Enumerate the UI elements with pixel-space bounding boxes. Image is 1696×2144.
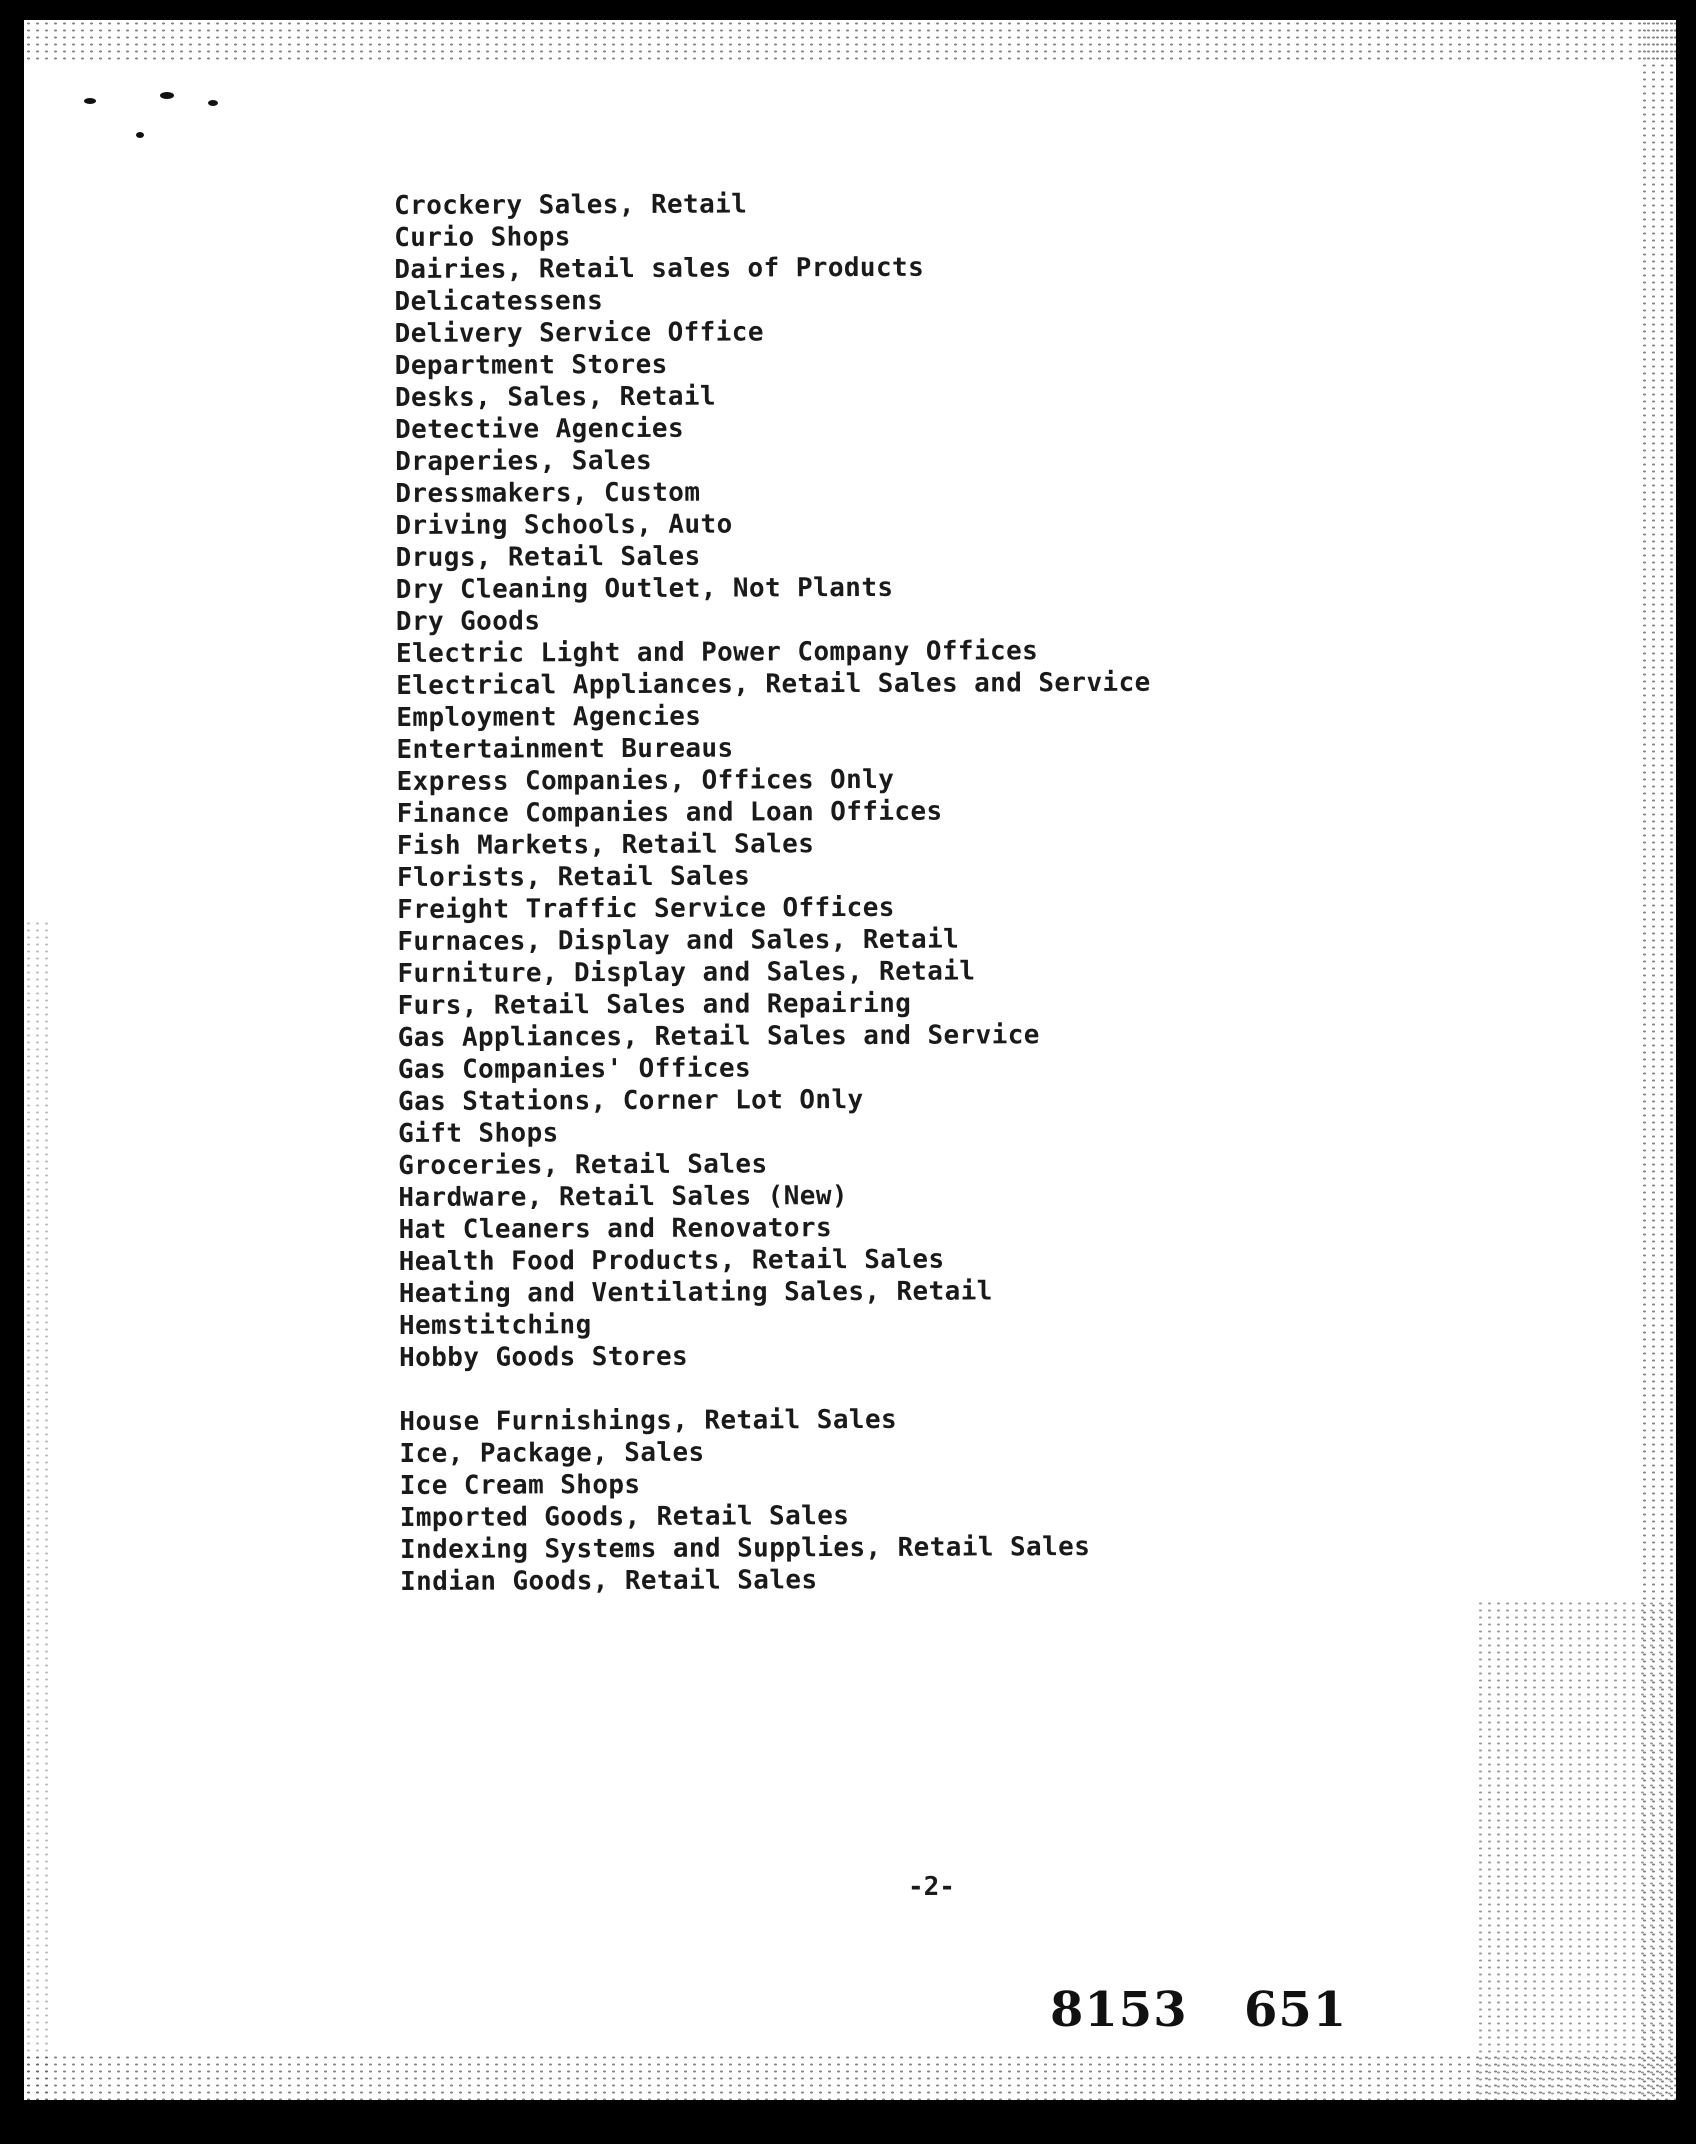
list-item: House Furnishings, Retail Sales xyxy=(399,1404,898,1437)
list-item: Ice, Package, Sales xyxy=(399,1437,705,1469)
list-item: Drugs, Retail Sales xyxy=(395,541,701,573)
document-stamp-number: 8153 xyxy=(1050,1982,1188,2038)
list-item: Curio Shops xyxy=(394,222,571,253)
list-item: Express Companies, Offices Only xyxy=(396,764,895,797)
list-item: Employment Agencies xyxy=(396,701,702,733)
scan-noise-top xyxy=(24,20,1676,60)
list-item: Indexing Systems and Supplies, Retail Sales xyxy=(399,1531,1091,1565)
list-item: Furniture, Display and Sales, Retail xyxy=(397,956,976,989)
list-item: Gas Appliances, Retail Sales and Service xyxy=(397,1020,1040,1053)
list-item: Hat Cleaners and Renovators xyxy=(398,1213,833,1245)
list-item: Hardware, Retail Sales (New) xyxy=(398,1181,848,1213)
page-number: -2- xyxy=(908,1872,955,1902)
list-item: Imported Goods, Retail Sales xyxy=(399,1501,850,1533)
scan-noise-bottom xyxy=(24,2054,1676,2100)
list-item: Dry Goods xyxy=(395,606,541,637)
list-item: Crockery Sales, Retail xyxy=(394,189,748,221)
list-item: Dairies, Retail sales of Products xyxy=(394,252,925,285)
list-item: Furs, Retail Sales and Repairing xyxy=(397,988,912,1021)
list-item: Furnaces, Display and Sales, Retail xyxy=(397,924,960,957)
scan-speck xyxy=(84,98,96,104)
list-item: Ice Cream Shops xyxy=(399,1469,641,1501)
document-page xyxy=(24,20,1676,2100)
list-item: Dressmakers, Custom xyxy=(395,477,701,509)
list-item: Detective Agencies xyxy=(394,413,685,445)
document-stamp-number: 651 xyxy=(1244,1982,1348,2038)
list-item: Groceries, Retail Sales xyxy=(398,1149,768,1181)
list-item: Department Stores xyxy=(394,349,668,381)
scan-speck xyxy=(208,100,218,106)
list-item: Heating and Ventilating Sales, Retail xyxy=(398,1276,993,1309)
scan-noise-left xyxy=(24,920,54,2100)
list-item: Desks, Sales, Retail xyxy=(394,381,717,413)
list-item: Entertainment Bureaus xyxy=(396,733,734,765)
list-item: Electric Light and Power Company Offices xyxy=(395,636,1039,669)
list-item: Dry Cleaning Outlet, Not Plants xyxy=(395,572,894,605)
list-item: Florists, Retail Sales xyxy=(396,861,751,893)
list-item: Fish Markets, Retail Sales xyxy=(396,829,815,861)
list-item: Delivery Service Office xyxy=(394,317,764,349)
list-item: Gift Shops xyxy=(398,1118,559,1149)
list-item: Delicatessens xyxy=(394,286,604,317)
list-item: Draperies, Sales xyxy=(395,445,653,477)
business-type-list xyxy=(394,187,1155,1598)
list-item: Hobby Goods Stores xyxy=(399,1341,689,1373)
scan-noise-corner xyxy=(1476,1600,1676,2100)
list-item: Gas Companies' Offices xyxy=(397,1053,752,1085)
list-item: Gas Stations, Corner Lot Only xyxy=(397,1084,864,1117)
list-item: Electrical Appliances, Retail Sales and Service xyxy=(396,667,1151,701)
scan-speck xyxy=(136,132,144,138)
list-item: Driving Schools, Auto xyxy=(395,509,733,541)
list-item: Health Food Products, Retail Sales xyxy=(398,1244,945,1277)
list-item: Indian Goods, Retail Sales xyxy=(400,1565,818,1597)
list-item: Finance Companies and Loan Offices xyxy=(396,796,943,829)
scan-speck xyxy=(160,92,174,99)
list-item: Freight Traffic Service Offices xyxy=(397,892,895,925)
list-item: Hemstitching xyxy=(398,1310,592,1341)
